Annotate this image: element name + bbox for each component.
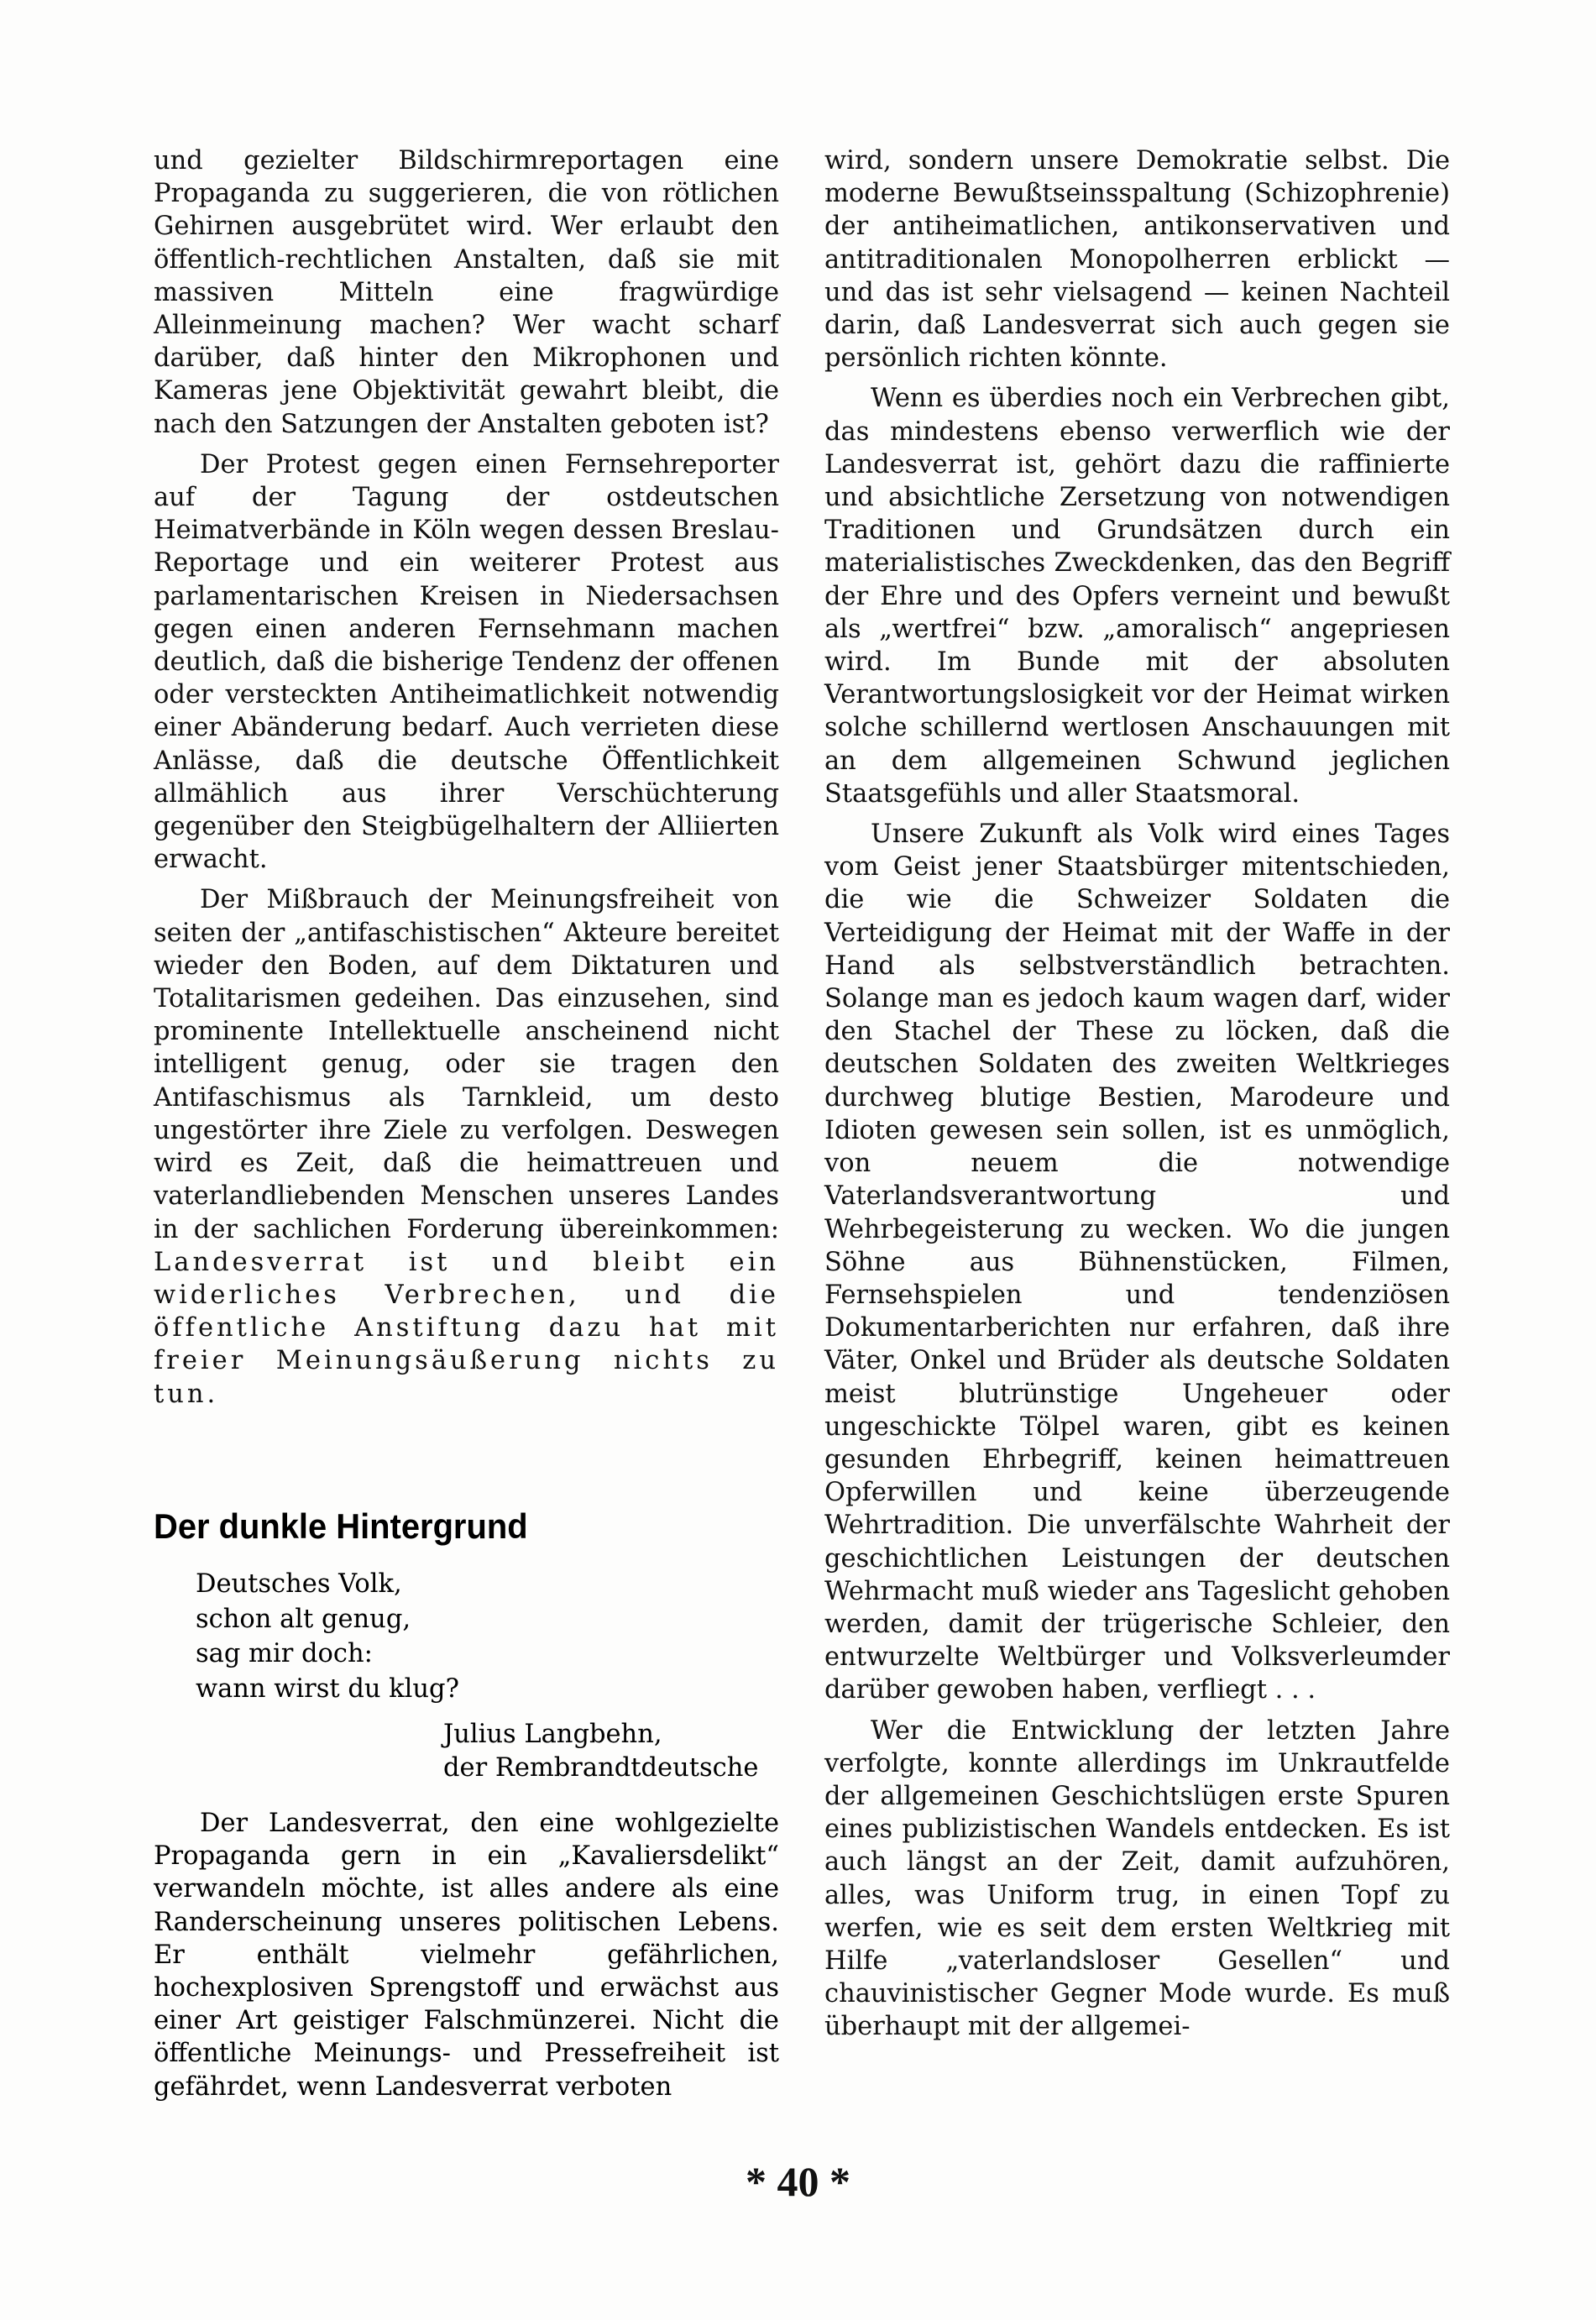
paragraph: Der Landesverrat, den eine wohlgezielte Propaganda gern in ein „Kavaliersdelikt“ verwandeln möchte, ist alles andere als eine Randerscheinung unseres politischen Lebens. Er enthält vielmehr gefährlichen, hochexplosiven Sprengstoff und erwächst aus einer Art geistiger Falschmünzerei. Nicht die öffentliche Meinungs- und Pressefreiheit ist gefährdet, wenn Landesverrat verboten (154, 1809, 779, 2102)
paragraph (154, 883, 779, 1410)
page-number: * 40 * (746, 2158, 850, 2205)
paragraph: wird, sondern unsere Demokratie selbst. Die moderne Bewußtseinsspaltung (Schizophrenie) der antiheimatlichen, antikonservativen und antitraditionalen Monopolherren erblickt — und das ist sehr vielsagend — keinen Nachteil darin, daß Landesverrat sich auch gegen sie persönlich richten könnte. (824, 146, 1450, 374)
paragraph: und gezielter Bildschirmreportagen eine Propaganda zu suggerieren, die von rötlichen Gehirnen ausgebrütet wird. Wer erlaubt den öffentlich-rechtlichen Anstalten, daß sie mit massiven Mitteln eine fragwürdige Alleinmeinung machen? Wer wacht scharf darüber, daß hinter den Mikrophonen und Kameras jene Objektivität gewahrt bleibt, die nach den Satzungen der Anstalten geboten ist? (154, 146, 779, 439)
paragraph: Der Protest gegen einen Fernsehreporter auf der Tagung der ostdeutschen Heimatverbände in Köln wegen dessen Breslau-Reportage und ein weiterer Protest aus parlamentarischen Kreisen in Niedersachsen gegen einen anderen Fernsehmann machen deutlich, daß die bisherige Tendenz der offenen oder versteckten Antiheimatlichkeit notwendig einer Abänderung bedarf. Auch verrieten diese Anlässe, daß die deutsche Öffentlichkeit allmählich aus ihrer Verschüchterung gegenüber den Steigbügelhaltern der Alliierten erwacht. (154, 449, 779, 875)
attribution-epithet: der Rembrandtdeutsche (443, 1753, 759, 1783)
paragraph: Unsere Zukunft als Volk wird eines Tages vom Geist jener Staatsbürger mitentschieden, die wie die Schweizer Soldaten die Verteidigung der Heimat mit der Waffe in der Hand als selbstverständlich betrachten. Solange man es jedoch kaum wagen darf, wider den Stachel der These zu löcken, daß die deutschen Soldaten des zweiten Weltkrieges durchweg blutige Bestien, Marodeure und Idioten gewesen sein sollen, ist es unmöglich, von neuem die notwendige Vaterlandsverantwortung und Wehrbegeisterung zu wecken. Wo die jungen Söhne aus Bühnenstücken, Filmen, Fernsehspielen und tendenziösen Dokumentarberichten nur erfahren, daß ihre Väter, Onkel und Brüder als deutsche Soldaten meist blutrünstige Ungeheuer oder ungeschickte Tölpel waren, gibt es keinen gesunden Ehrbegriff, keinen heimattreuen Opferwillen und keine überzeugende Wehrtradition. Die unverfälschte Wahrheit der geschichtlichen Leistungen der deutschen Wehrmacht muß wieder ans Tageslicht gehoben werden, damit der trügerische Schleier, den entwurzelte Weltbürger und Volksverleumder darüber gewoben haben, verfliegt . . . (824, 820, 1450, 1705)
epigraph-attribution (443, 1718, 779, 1785)
section-body (154, 1807, 779, 2103)
poem-line: wann wirst du klug? (196, 1673, 459, 1704)
section-der-dunkle-hintergrund (154, 1503, 779, 2111)
left-column (154, 144, 779, 1418)
section-heading: Der dunkle Hintergrund (154, 1506, 528, 1546)
attribution-author: Julius Langbehn, (443, 1720, 662, 1749)
paragraph-text: Der Mißbrauch der Meinungsfreiheit von seiten der „antifaschistischen“ Akteure bereitet wieder den Boden, auf dem Diktaturen und Totalitarismen gedeihen. Das einzusehen, sind prominente Intellektuelle anscheinend nicht intelligent genug, oder sie tragen den Antifaschismus als Tarnkleid, um desto ungestörter ihre Ziele zu verfolgen. Deswegen wird es Zeit, daß die heimattreuen und vaterlandliebenden Menschen unseres Landes in der sachlichen Forderung übereinkommen: (154, 885, 779, 1244)
poem-epigraph (196, 1567, 779, 1706)
poem-line: schon alt genug, (196, 1604, 411, 1634)
paragraph: Wer die Entwicklung der letzten Jahre verfolgte, konnte allerdings im Unkrautfelde der allgemeinen Geschichtslügen erste Spuren eines publizistischen Wandels entdecken. Es ist auch längst an der Zeit, damit aufzuhören, alles, was Uniform trug, in einen Topf zu werfen, wie es seit dem ersten Weltkrieg mit Hilfe „vaterlandsloser Gesellen“ und chauvinistischer Gegner Mode wurde. Es muß überhaupt mit der allgemei- (824, 1715, 1450, 2042)
poem-line: sag mir doch: (196, 1639, 373, 1668)
poem-line: Deutsches Volk, (196, 1569, 402, 1599)
right-column (824, 144, 1450, 2051)
paragraph: Wenn es überdies noch ein Verbrechen gibt, das mindestens ebenso verwerflich wie der Landesverrat ist, gehört dazu die raffinierte und absichtliche Zersetzung von notwendigen Traditionen und Grundsätzen durch ein materialistisches Zweckdenken, das den Begriff der Ehre und des Opfers verneint und bewußt als „wertfrei“ bzw. „amoralisch“ angepriesen wird. Im Bunde mit der absoluten Verantwortungslosigkeit vor der Heimat wirken solche schillernd wertlosen Anschauungen mit an dem allgemeinen Schwund jeglichen Staatsgefühls und aller Staatsmoral. (824, 384, 1450, 809)
emphasized-statement: Landesverrat ist und bleibt ein widerliches Verbrechen, und die öffentliche Anstiftung dazu hat mit freier Meinungsäußerung nichts zu tun. (154, 1247, 779, 1409)
